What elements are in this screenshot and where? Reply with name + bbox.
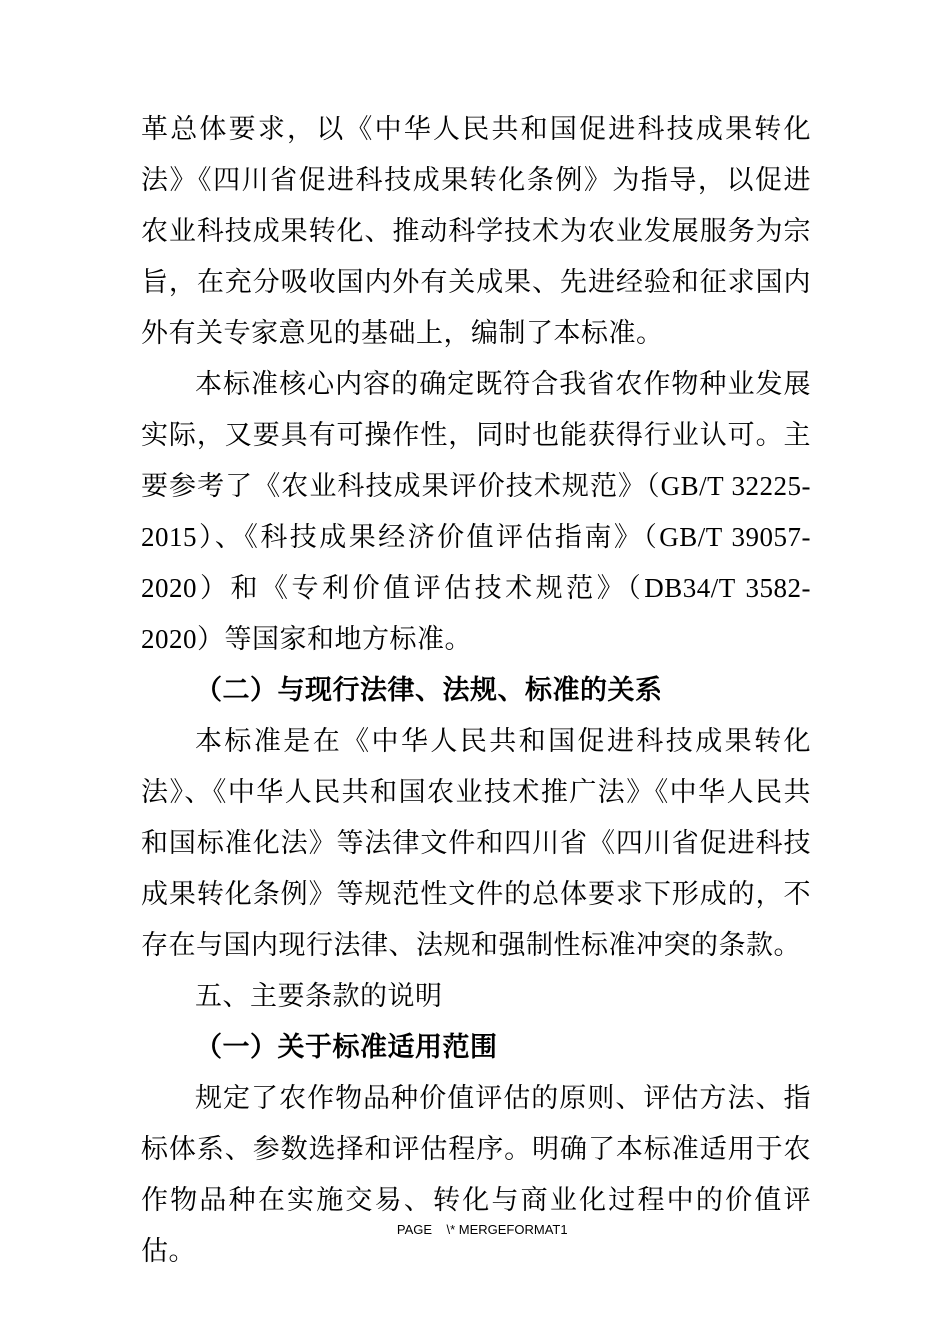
section-heading: （一）关于标准适用范围 (195, 1032, 498, 1062)
document-body (141, 104, 811, 1277)
section-heading: （二）与现行法律、法规、标准的关系 (195, 675, 663, 705)
paragraph: 本标准核心内容的确定既符合我省农作物种业发展实际，又要具有可操作性，同时也能获得行业认可。主要参考了《农业科技成果评价技术规范》（GB/T 32225-2015）、《科技成果经济价值评估指南》（GB/T 39057-2020）和《专利价值评估技术规范》（DB34/T 3582-2020）等国家和地方标准。 (141, 369, 811, 654)
paragraph: 规定了农作物品种价值评估的原则、评估方法、指标体系、参数选择和评估程序。明确了本标准适用于农作物品种在实施交易、转化与商业化过程中的价值评估。 (141, 1083, 811, 1266)
paragraph: 五、主要条款的说明 (195, 981, 443, 1011)
page-footer (0, 1207, 950, 1252)
paragraph-continuation: 革总体要求，以《中华人民共和国促进科技成果转化法》《四川省促进科技成果转化条例》为指导，以促进农业科技成果转化、推动科学技术为农业发展服务为宗旨，在充分吸收国内外有关成果、先进经验和征求国内外有关专家意见的基础上，编制了本标准。 (141, 114, 811, 348)
paragraph: 本标准是在《中华人民共和国促进科技成果转化法》、《中华人民共和国农业技术推广法》《中华人民共和国标准化法》等法律文件和四川省《四川省促进科技成果转化条例》等规范性文件的总体要求下形成的，不存在与国内现行法律、法规和强制性标准冲突的条款。 (141, 726, 811, 960)
page-number-field: PAGE \* MERGEFORMAT1 (396, 1222, 568, 1237)
